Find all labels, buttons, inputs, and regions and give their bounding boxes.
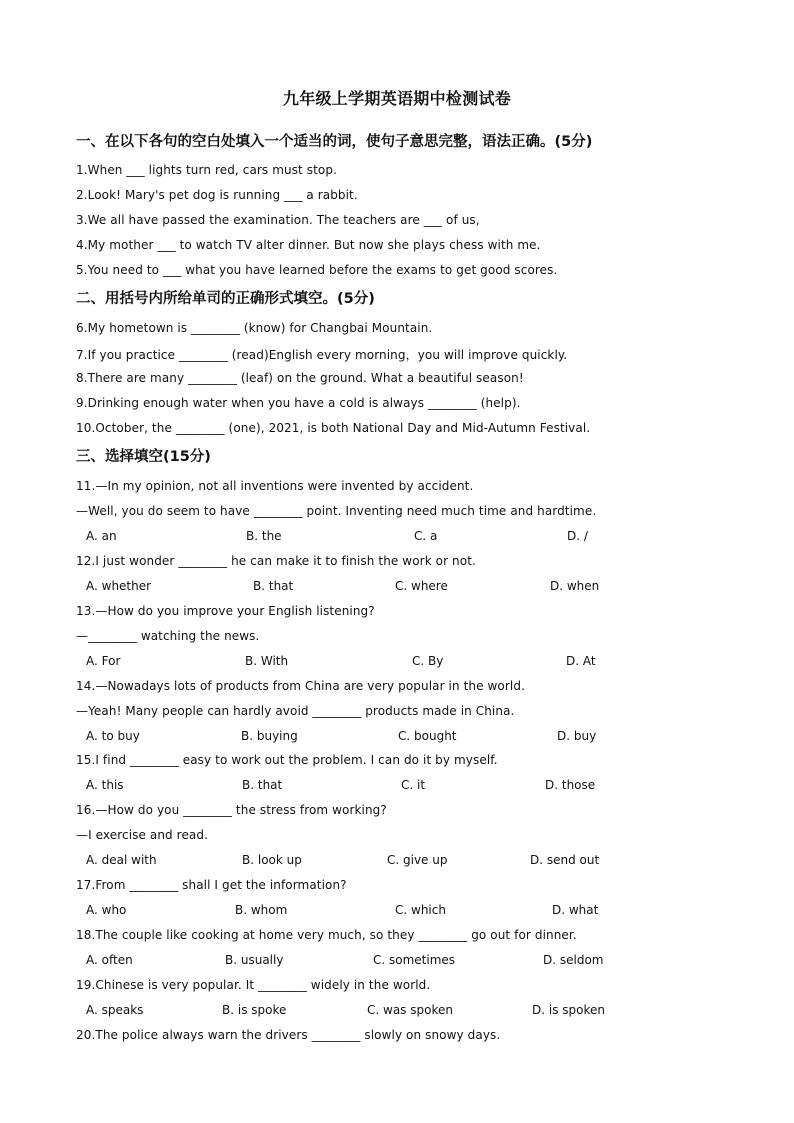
section1-heading: 一、在以下各句的空白处填入一个适当的词，使句子意思完整，语法正确。(5分): [76, 134, 593, 150]
q15-option-b: B. that: [242, 778, 283, 792]
q17-option-a: A. who: [86, 903, 127, 917]
q13-option-d: D. At: [566, 654, 596, 668]
q14-option-b: B. buying: [241, 729, 298, 743]
q19-option-a: A. speaks: [86, 1003, 144, 1017]
q16-option-c: C. give up: [387, 853, 448, 867]
q17-line-1: 17.From ________ shall I get the information?: [76, 878, 347, 892]
q11-line-1: 11.—In my opinion, not all inventions were invented by accident.: [76, 479, 474, 493]
q12-option-c: C. where: [395, 579, 448, 593]
section2-heading: 二、用括号内所给单司的正确形式填空。(5分): [76, 291, 375, 307]
q13-line-1: 13.—How do you improve your English listening?: [76, 604, 375, 618]
s2-item-10: 10.October, the ________ (one), 2021, is both National Day and Mid-Autumn Festival.: [76, 421, 591, 435]
q11-line-2: —Well, you do seem to have ________ point. Inventing need much time and hardtime.: [76, 504, 597, 518]
q16-line-2: —I exercise and read.: [76, 828, 209, 842]
s2-item-9: 9.Drinking enough water when you have a cold is always ________ (help).: [76, 396, 521, 410]
q14-option-d: D. buy: [557, 729, 597, 743]
q18-line-1: 18.The couple like cooking at home very much, so they ________ go out for dinner.: [76, 928, 577, 942]
q18-option-a: A. often: [86, 953, 133, 967]
q14-line-2: —Yeah! Many people can hardly avoid ________ products made in China.: [76, 704, 515, 718]
s1-item-5: 5.You need to ___ what you have learned before the exams to get good scores.: [76, 263, 558, 277]
q15-option-c: C. it: [401, 778, 426, 792]
q15-option-a: A. this: [86, 778, 124, 792]
s2-item-8: 8.There are many ________ (leaf) on the ground. What a beautiful season!: [76, 371, 524, 385]
q18-option-c: C. sometimes: [373, 953, 456, 967]
q16-option-b: B. look up: [242, 853, 302, 867]
q19-line-1: 19.Chinese is very popular. It ________ widely in the world.: [76, 978, 431, 992]
q20-line-1: 20.The police always warn the drivers ________ slowly on snowy days.: [76, 1028, 501, 1042]
q13-option-c: C. By: [412, 654, 444, 668]
q16-option-a: A. deal with: [86, 853, 157, 867]
q13-option-b: B. With: [245, 654, 289, 668]
q17-option-b: B. whom: [235, 903, 288, 917]
q12-option-b: B. that: [253, 579, 294, 593]
s1-item-3: 3.We all have passed the examination. The teachers are ___ of us,: [76, 213, 480, 227]
q11-option-b: B. the: [246, 529, 282, 543]
q12-line-1: 12.I just wonder ________ he can make it to finish the work or not.: [76, 554, 476, 568]
q17-option-c: C. which: [395, 903, 446, 917]
s2-item-7: 7.If you practice ________ (read)English every morning，you will improve quickly.: [76, 348, 568, 362]
q18-option-b: B. usually: [225, 953, 284, 967]
q16-option-d: D. send out: [530, 853, 600, 867]
q19-option-b: B. is spoke: [222, 1003, 287, 1017]
q18-option-d: D. seldom: [543, 953, 604, 967]
s1-item-4: 4.My mother ___ to watch TV alter dinner. But now she plays chess with me.: [76, 238, 541, 252]
q15-option-d: D. those: [545, 778, 596, 792]
q12-option-a: A. whether: [86, 579, 152, 593]
section3-heading: 三、选择填空(15分): [76, 449, 211, 465]
s2-item-6: 6.My hometown is ________ (know) for Changbai Mountain.: [76, 321, 433, 335]
q13-line-2: —________ watching the news.: [76, 629, 260, 643]
q11-option-a: A. an: [86, 529, 117, 543]
q15-line-1: 15.I find ________ easy to work out the problem. I can do it by myself.: [76, 753, 498, 767]
q11-option-d: D. /: [567, 529, 588, 543]
q12-option-d: D. when: [550, 579, 600, 593]
q14-option-a: A. to buy: [86, 729, 140, 743]
s1-item-2: 2.Look! Mary's pet dog is running ___ a rabbit.: [76, 188, 358, 202]
page-title: 九年级上学期英语期中检测试卷: [282, 89, 512, 108]
s1-item-1: 1.When ___ lights turn red, cars must stop.: [76, 163, 337, 177]
q14-line-1: 14.—Nowadays lots of products from China are very popular in the world.: [76, 679, 525, 693]
q14-option-c: C. bought: [398, 729, 457, 743]
q17-option-d: D. what: [552, 903, 599, 917]
q19-option-c: C. was spoken: [367, 1003, 453, 1017]
q16-line-1: 16.—How do you ________ the stress from working?: [76, 803, 387, 817]
q11-option-c: C. a: [414, 529, 438, 543]
q13-option-a: A. For: [86, 654, 121, 668]
q19-option-d: D. is spoken: [532, 1003, 605, 1017]
